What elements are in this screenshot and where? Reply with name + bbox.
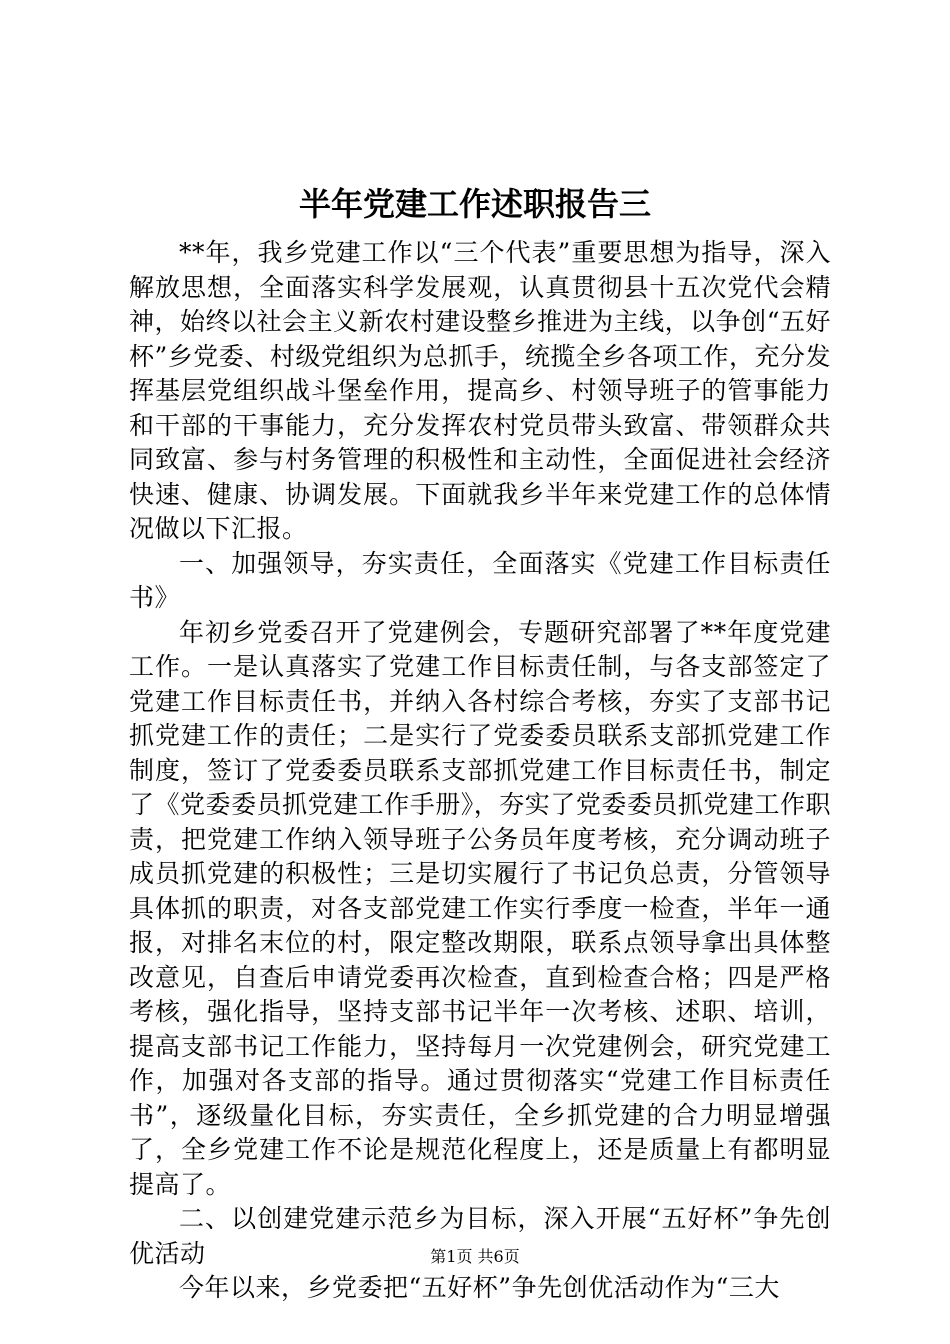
document-body — [129, 236, 831, 1306]
intro-paragraph: **年，我乡党建工作以“三个代表”重要思想为指导，深入解放思想，全面落实科学发展观，认真贯彻县十五次党代会精神，始终以社会主义新农村建设整乡推进为主线，以争创“五好杯”乡党委、村级党组织为总抓手，统揽全乡各项工作，充分发挥基层党组织战斗堡垒作用，提高乡、村领导班子的管事能力和干部的干事能力，充分发挥农村党员带头致富、带领群众共同致富、参与村务管理的积极性和主动性，全面促进社会经济快速、健康、协调发展。下面就我乡半年来党建工作的总体情况做以下汇报。 — [129, 238, 831, 543]
document-title: 半年党建工作述职报告三 — [298, 185, 651, 223]
section-heading-1: 一、加强领导，夯实责任，全面落实《党建工作目标责任书》 — [129, 548, 831, 612]
section-2-paragraph: 今年以来，乡党委把“五好杯”争先创优活动作为“三大 — [179, 1273, 780, 1302]
section-heading-2: 二、以创建党建示范乡为目标，深入开展“五好杯”争先创优活动 — [129, 1204, 831, 1268]
page-number-footer: 第1页 共6页 — [430, 1247, 520, 1266]
section-1-paragraph: 年初乡党委召开了党建例会，专题研究部署了**年度党建工作。一是认真落实了党建工作目标责任制，与各支部签定了党建工作目标责任书，并纳入各村综合考核，夯实了支部书记抓党建工作的责任；二是实行了党委委员联系支部抓党建工作制度，签订了党委委员联系支部抓党建工作目标责任书，制定了《党委委员抓党建工作手册》，夯实了党委委员抓党建工作职责，把党建工作纳入领导班子公务员年度考核，充分调动班子成员抓党建的积极性；三是切实履行了书记负总责，分管领导具体抓的职责，对各支部党建工作实行季度一检查，半年一通报，对排名末位的村，限定整改期限，联系点领导拿出具体整改意见，自查后申请党委再次检查，直到检查合格；四是严格考核，强化指导，坚持支部书记半年一次考核、述职、培训，提高支部书记工作能力，坚持每月一次党建例会，研究党建工作，加强对各支部的指导。通过贯彻落实“党建工作目标责任书”，逐级量化目标，夯实责任，全乡抓党建的合力明显增强了，全乡党建工作不论是规范化程度上，还是质量上有都明显提高了。 — [129, 617, 831, 1199]
